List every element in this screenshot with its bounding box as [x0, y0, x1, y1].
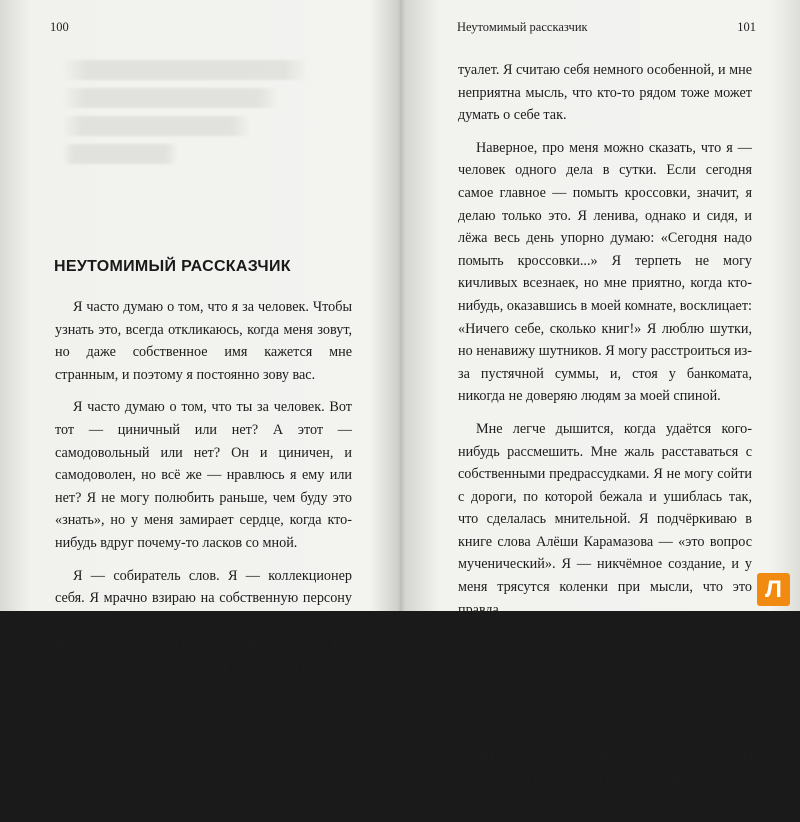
- paragraph: Мне легче дышится, когда удаётся кого-нибудь рассмешить. Мне жаль расставаться с собственными предрассудками. Я не могу сойти с дороги, по которой бежала и ушиблась так, что сделалась мнительной. Я подчёркиваю в книге слова Алёши Карамазова — «это вопрос мученический». Я — никчёмное создание, и у меня трясутся коленки при мысли, что это правда.: [458, 420, 752, 618]
- publisher-logo-icon: Л: [757, 573, 790, 606]
- bleed-through-text: [62, 60, 352, 172]
- right-page: [402, 0, 800, 809]
- left-body-text: [55, 296, 352, 710]
- paragraph: Я — собиратель слов. Я — коллекционер себя. Я мрачно взираю на собственную персону со стороны самым беззастенчивым образом. Я не могу пропустить, когда говорят обо мне, я вся обращаюсь в слух и, сидя в баре, терплю, если мне надо в: [55, 567, 352, 697]
- left-page: [0, 0, 399, 697]
- paragraph: Наверное, про меня можно сказать, что я — человек одного дела в сутки. Если сегодня самое главное — помыть кроссовки, значит, я делаю только это. Я ленива, однако и сидя, и лёжа весь день упорно думаю: «Сегодня надо помыть кроссовки...» Я терпеть не могу кичливых всезнаек, но мне приятно, когда кто-нибудь, оказавшись в моей комнате, восклицает: «Ничего себе, сколько книг!» Я люблю шутки, но ненавижу шутников. Я могу расстроиться из-за пустячной суммы, и, стоя у банкомата, никогда не доверяю людям за моей спиной.: [458, 139, 752, 405]
- chapter-title: НЕУТОМИМЫЙ РАССКАЗЧИК: [54, 258, 291, 275]
- paragraph: Я — то, чего боюсь; то, что презираю; то, о чём спрашиваю. Я смотрю на себя пристально, смотрю искоса, закрываю на себя глаза. Я утверждаю, что всё в порядке, извиняюсь и благодарю. Я могла бы рассказать о группах крови и знаках зодиака — о том, чем мы зачитывались, слюнявя пальцы, чтобы перевернуть страницу. Я всё ещё полна этим.: [458, 634, 752, 809]
- running-header: Неутомимый рассказчик: [457, 20, 588, 34]
- page-number-left: 100: [50, 20, 69, 34]
- paragraph: туалет. Я считаю себя немного особенной, и мне неприятна мысль, что кто-то рядом тоже может думать о себе так.: [458, 62, 753, 124]
- paragraph: Я часто думаю о том, что я за человек. Чтобы узнать это, всегда откликаюсь, когда меня зовут, но даже собственное имя кажется мне странным, и поэтому я постоянно зову вас.: [55, 299, 352, 383]
- page-number-right: 101: [737, 20, 756, 34]
- paragraph: Я часто думаю о том, что ты за человек. Вот тот — циничный или нет? А этот — самодовольный или нет? Он и циничен, и самодоволен, но всё же — нравлюсь я ему или нет? Я не могу полюбить раньше, чем буду это «знать», но у меня замирает сердце, когда кто-нибудь вдруг почему-то ласков со мной.: [55, 399, 352, 551]
- right-body-text: [458, 59, 752, 822]
